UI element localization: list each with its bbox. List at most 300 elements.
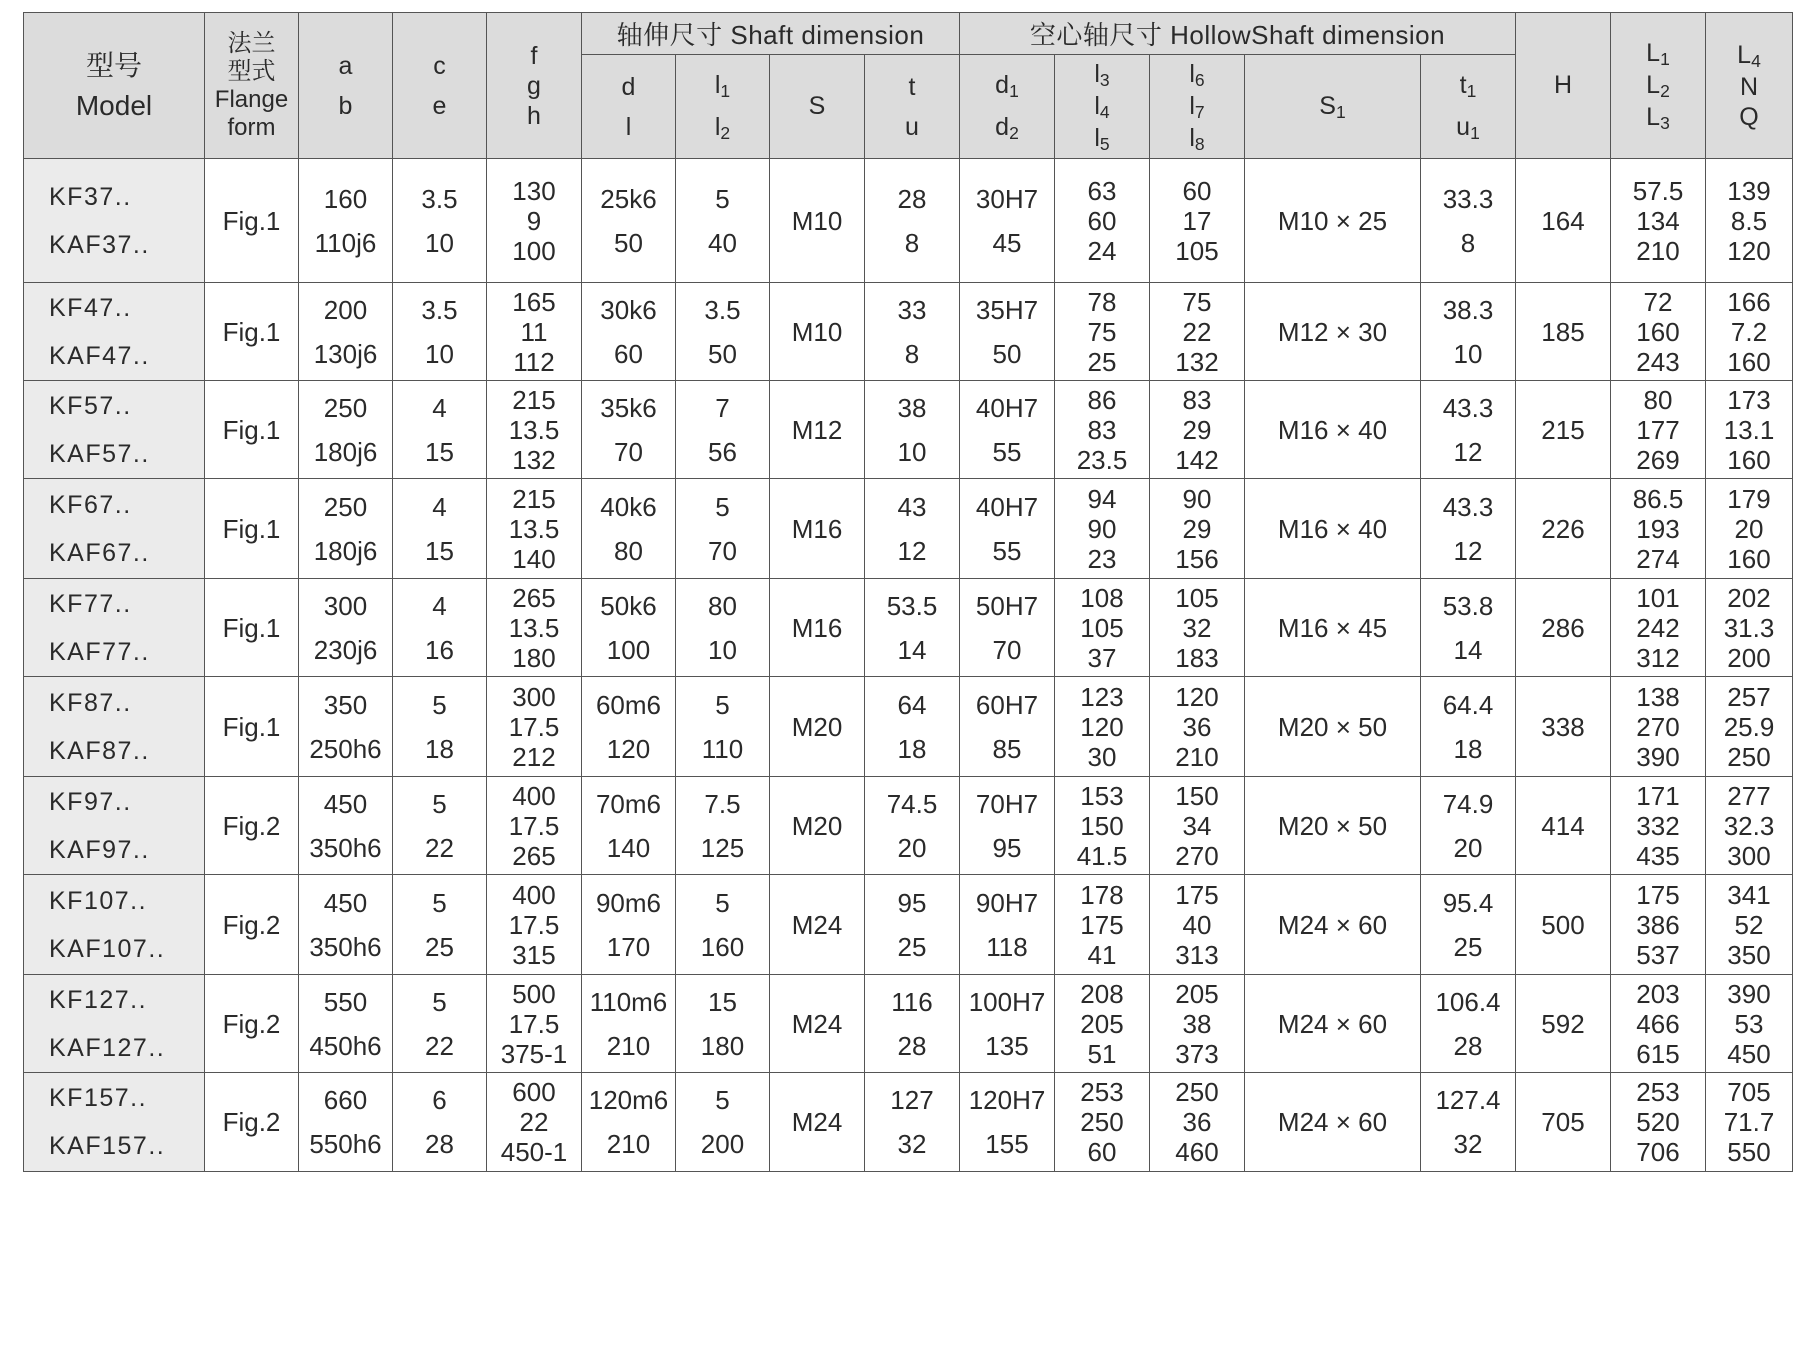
cell-line: 250 bbox=[1727, 741, 1771, 772]
cell-line: 5 bbox=[432, 887, 447, 918]
cell-line: 269 bbox=[1636, 444, 1680, 475]
cell-line: 520 bbox=[1636, 1107, 1680, 1137]
cell-line: 160 bbox=[700, 931, 745, 962]
h-cell: 338 bbox=[1516, 677, 1611, 777]
cell-line: 14 bbox=[1453, 634, 1483, 665]
dimension-table bbox=[23, 12, 1793, 1172]
cell-line: 180 bbox=[512, 642, 556, 673]
L4-N-Q-cell bbox=[1706, 677, 1793, 777]
d-l-cell bbox=[582, 479, 676, 579]
cell-line: 50 bbox=[992, 338, 1022, 369]
h-cell: 164 bbox=[1516, 159, 1611, 283]
cell-line: 90 bbox=[1087, 513, 1117, 544]
s1-cell: M20 × 50 bbox=[1245, 677, 1421, 777]
L4-N-Q-cell bbox=[1706, 381, 1793, 479]
h-cell: 500 bbox=[1516, 875, 1611, 975]
cell-line: KF67.. bbox=[49, 490, 132, 519]
d1-d2-cell bbox=[960, 479, 1055, 579]
cell-line: 108 bbox=[1080, 582, 1124, 613]
cell-line: KAF47.. bbox=[49, 341, 150, 370]
cell-line: 16 bbox=[425, 634, 454, 665]
a-b-cell bbox=[299, 677, 393, 777]
t1-u1-cell bbox=[1421, 479, 1516, 579]
cell-line: 265 bbox=[512, 840, 556, 871]
cell-line: KF47.. bbox=[49, 293, 132, 322]
cell-line: 350 bbox=[323, 689, 368, 720]
cell-line: 30 bbox=[1087, 741, 1117, 772]
cell-line: 132 bbox=[1175, 346, 1219, 377]
cell-line: 37 bbox=[1087, 642, 1117, 673]
t1-u1-cell bbox=[1421, 777, 1516, 875]
cell-line: KAF37.. bbox=[49, 230, 150, 259]
cell-line: KF97.. bbox=[49, 787, 132, 816]
cell-line: 36 bbox=[1182, 1107, 1212, 1137]
cell-line: 15 bbox=[708, 986, 737, 1017]
cell-line: 100 bbox=[512, 235, 556, 266]
cell-line: 50 bbox=[708, 338, 737, 369]
cell-line: 50k6 bbox=[600, 590, 657, 621]
cell-line: 130 bbox=[512, 175, 556, 206]
cell-line: 180j6 bbox=[313, 535, 378, 566]
cell-line: 250 bbox=[323, 491, 368, 522]
l6-l7-l8-cell bbox=[1150, 677, 1245, 777]
cell-line: 5 bbox=[432, 986, 447, 1017]
cell-line: 193 bbox=[1636, 513, 1680, 544]
model-cell bbox=[24, 283, 205, 381]
l3-l4-l5-cell bbox=[1055, 975, 1150, 1073]
cell-line: 14 bbox=[897, 634, 927, 665]
cell-line: 312 bbox=[1636, 642, 1680, 673]
d-l-cell bbox=[582, 975, 676, 1073]
L4-N-Q-cell bbox=[1706, 479, 1793, 579]
cell-line: 250 bbox=[1080, 1107, 1124, 1137]
cell-line: 80 bbox=[708, 590, 737, 621]
cell-line: 105 bbox=[1175, 582, 1219, 613]
cell-line: 250 bbox=[1175, 1077, 1219, 1107]
f-g-h-cell bbox=[487, 381, 582, 479]
header-shaft-dimension: 轴伸尺寸 Shaft dimension bbox=[582, 13, 960, 55]
cell-line: 63 bbox=[1087, 175, 1117, 206]
header-l6-l7-l8: $l_6$ $l_7$ $l_8$ bbox=[1150, 55, 1245, 159]
s1-cell: M20 × 50 bbox=[1245, 777, 1421, 875]
l6-l7-l8-cell bbox=[1150, 875, 1245, 975]
s-cell: M24 bbox=[770, 975, 865, 1073]
cell-line: 215 bbox=[512, 384, 556, 415]
t1-u1-cell bbox=[1421, 381, 1516, 479]
s-cell: M20 bbox=[770, 677, 865, 777]
cell-line: 100H7 bbox=[968, 986, 1046, 1017]
cell-line: 341 bbox=[1727, 879, 1771, 910]
cell-line: 36 bbox=[1182, 711, 1212, 742]
cell-line: KF87.. bbox=[49, 688, 132, 717]
L1-L2-L3-cell bbox=[1611, 479, 1706, 579]
table-row bbox=[24, 479, 1793, 579]
d1-d2-cell bbox=[960, 777, 1055, 875]
s1-cell: M24 × 60 bbox=[1245, 875, 1421, 975]
cell-line: 205 bbox=[1080, 1008, 1124, 1039]
cell-line: 41.5 bbox=[1076, 840, 1128, 871]
t1-u1-cell bbox=[1421, 159, 1516, 283]
cell-line: 70m6 bbox=[595, 788, 662, 819]
cell-line: 64.4 bbox=[1442, 689, 1494, 720]
cell-line: 134 bbox=[1636, 205, 1680, 236]
cell-line: 64 bbox=[897, 689, 927, 720]
header-l1-l2: $l_1$ $l_2$ bbox=[676, 55, 770, 159]
cell-line: 38.3 bbox=[1442, 294, 1494, 325]
cell-line: 32 bbox=[1453, 1129, 1483, 1159]
cell-line: 3.5 bbox=[421, 183, 458, 214]
cell-line: 5 bbox=[715, 183, 730, 214]
cell-line: 132 bbox=[512, 444, 556, 475]
cell-line: 83 bbox=[1182, 384, 1212, 415]
cell-line: 200 bbox=[700, 1129, 745, 1159]
cell-line: 4 bbox=[432, 491, 447, 522]
cell-line: 105 bbox=[1080, 612, 1124, 643]
cell-line: 138 bbox=[1636, 681, 1680, 712]
s1-cell: M24 × 60 bbox=[1245, 975, 1421, 1073]
cell-line: 375-1 bbox=[500, 1038, 568, 1069]
cell-line: 450h6 bbox=[309, 1030, 382, 1061]
cell-line: 6 bbox=[432, 1085, 447, 1115]
t-u-cell bbox=[865, 975, 960, 1073]
cell-line: 150 bbox=[1175, 780, 1219, 811]
cell-line: 34 bbox=[1182, 810, 1212, 841]
cell-line: 183 bbox=[1175, 642, 1219, 673]
cell-line: 7.2 bbox=[1730, 316, 1768, 347]
s1-cell: M16 × 45 bbox=[1245, 579, 1421, 677]
t-u-cell bbox=[865, 283, 960, 381]
cell-line: 43 bbox=[897, 491, 927, 522]
cell-line: 350 bbox=[1727, 939, 1771, 970]
cell-line: 160 bbox=[1727, 346, 1771, 377]
cell-line: 70 bbox=[614, 436, 643, 467]
cell-line: 12 bbox=[1453, 436, 1483, 467]
a-b-cell bbox=[299, 579, 393, 677]
table-body bbox=[24, 159, 1793, 1172]
cell-line: 550 bbox=[1727, 1137, 1771, 1167]
cell-line: 12 bbox=[897, 535, 927, 566]
cell-line: 20 bbox=[1453, 832, 1483, 863]
t-u-cell bbox=[865, 159, 960, 283]
flange-form-cell: Fig.2 bbox=[205, 875, 299, 975]
cell-line: 450-1 bbox=[500, 1137, 568, 1167]
cell-line: 17.5 bbox=[508, 711, 560, 742]
c-e-cell bbox=[393, 479, 487, 579]
h-cell: 286 bbox=[1516, 579, 1611, 677]
cell-line: 29 bbox=[1182, 513, 1212, 544]
L1-L2-L3-cell bbox=[1611, 777, 1706, 875]
l6-l7-l8-cell bbox=[1150, 381, 1245, 479]
cell-line: 25k6 bbox=[600, 183, 657, 214]
c-e-cell bbox=[393, 1073, 487, 1172]
cell-line: 70 bbox=[992, 634, 1022, 665]
cell-line: 210 bbox=[606, 1030, 651, 1061]
s-cell: M20 bbox=[770, 777, 865, 875]
cell-line: 250 bbox=[323, 392, 368, 423]
cell-line: 20 bbox=[1734, 513, 1764, 544]
model-cell bbox=[24, 1073, 205, 1172]
cell-line: 28 bbox=[897, 183, 927, 214]
cell-line: KF107.. bbox=[49, 886, 148, 915]
cell-line: 22 bbox=[519, 1107, 549, 1137]
l1-l2-cell bbox=[676, 159, 770, 283]
cell-line: 12 bbox=[1453, 535, 1483, 566]
cell-line: 177 bbox=[1636, 414, 1680, 445]
cell-line: 22 bbox=[425, 832, 454, 863]
L4-N-Q-cell bbox=[1706, 975, 1793, 1073]
d1-d2-cell bbox=[960, 975, 1055, 1073]
cell-line: 450 bbox=[323, 887, 368, 918]
cell-line: 200 bbox=[1727, 642, 1771, 673]
cell-line: 80 bbox=[614, 535, 643, 566]
table-row bbox=[24, 159, 1793, 283]
s-cell: M16 bbox=[770, 479, 865, 579]
cell-line: 18 bbox=[425, 733, 454, 764]
cell-line: 40k6 bbox=[600, 491, 657, 522]
flange-form-cell: Fig.1 bbox=[205, 159, 299, 283]
cell-line: 53 bbox=[1734, 1008, 1764, 1039]
cell-line: 350h6 bbox=[309, 931, 382, 962]
s-cell: M24 bbox=[770, 875, 865, 975]
header-d1-d2: $d_1$ $d_2$ bbox=[960, 55, 1055, 159]
cell-line: 75 bbox=[1182, 286, 1212, 317]
cell-line: 160 bbox=[1727, 444, 1771, 475]
cell-line: 155 bbox=[985, 1129, 1029, 1159]
cell-line: 265 bbox=[512, 582, 556, 613]
cell-line: 7 bbox=[715, 392, 730, 423]
t-u-cell bbox=[865, 381, 960, 479]
table-row bbox=[24, 579, 1793, 677]
cell-line: 253 bbox=[1636, 1077, 1680, 1107]
cell-line: 160 bbox=[1636, 316, 1680, 347]
t-u-cell bbox=[865, 777, 960, 875]
d1-d2-cell bbox=[960, 875, 1055, 975]
flange-form-cell: Fig.2 bbox=[205, 1073, 299, 1172]
cell-line: 615 bbox=[1636, 1038, 1680, 1069]
d-l-cell bbox=[582, 875, 676, 975]
f-g-h-cell bbox=[487, 875, 582, 975]
cell-line: 110m6 bbox=[589, 986, 668, 1017]
cell-line: 8 bbox=[1460, 227, 1476, 258]
cell-line: 706 bbox=[1636, 1137, 1680, 1167]
cell-line: 270 bbox=[1175, 840, 1219, 871]
l3-l4-l5-cell bbox=[1055, 1073, 1150, 1172]
cell-line: 274 bbox=[1636, 543, 1680, 574]
cell-line: 15 bbox=[425, 436, 454, 467]
cell-line: 8.5 bbox=[1730, 205, 1768, 236]
header-t-u: t u bbox=[865, 55, 960, 159]
cell-line: 25 bbox=[1087, 346, 1117, 377]
cell-line: 116 bbox=[891, 986, 933, 1017]
cell-line: 11 bbox=[520, 316, 548, 347]
cell-line: 101 bbox=[1636, 582, 1680, 613]
cell-line: 40 bbox=[708, 227, 737, 258]
flange-form-cell: Fig.1 bbox=[205, 381, 299, 479]
d1-d2-cell bbox=[960, 1073, 1055, 1172]
s-cell: M10 bbox=[770, 283, 865, 381]
cell-line: 300 bbox=[1727, 840, 1771, 871]
cell-line: 175 bbox=[1636, 879, 1680, 910]
cell-line: 450 bbox=[323, 788, 368, 819]
cell-line: KF127.. bbox=[49, 985, 148, 1014]
cell-line: 90H7 bbox=[975, 887, 1039, 918]
cell-line: 17 bbox=[1182, 205, 1212, 236]
L1-L2-L3-cell bbox=[1611, 875, 1706, 975]
L4-N-Q-cell bbox=[1706, 159, 1793, 283]
h-cell: 592 bbox=[1516, 975, 1611, 1073]
cell-line: 38 bbox=[897, 392, 927, 423]
h-cell: 705 bbox=[1516, 1073, 1611, 1172]
cell-line: 450 bbox=[1727, 1038, 1771, 1069]
cell-line: 10 bbox=[897, 436, 927, 467]
cell-line: 5 bbox=[715, 491, 730, 522]
cell-line: 56 bbox=[708, 436, 737, 467]
t-u-cell bbox=[865, 479, 960, 579]
d1-d2-cell bbox=[960, 677, 1055, 777]
cell-line: 50 bbox=[614, 227, 643, 258]
f-g-h-cell bbox=[487, 159, 582, 283]
s1-cell: M16 × 40 bbox=[1245, 479, 1421, 579]
cell-line: 202 bbox=[1727, 582, 1771, 613]
t1-u1-cell bbox=[1421, 579, 1516, 677]
cell-line: 86 bbox=[1087, 384, 1117, 415]
cell-line: 120m6 bbox=[588, 1085, 669, 1115]
s-cell: M10 bbox=[770, 159, 865, 283]
cell-line: KF57.. bbox=[49, 391, 132, 420]
cell-line: 22 bbox=[1182, 316, 1212, 347]
cell-line: 120 bbox=[1727, 235, 1771, 266]
l3-l4-l5-cell bbox=[1055, 875, 1150, 975]
cell-line: 205 bbox=[1175, 978, 1219, 1009]
l3-l4-l5-cell bbox=[1055, 283, 1150, 381]
cell-line: KAF157.. bbox=[49, 1132, 166, 1160]
s-cell: M12 bbox=[770, 381, 865, 479]
cell-line: 52 bbox=[1734, 909, 1764, 940]
cell-line: 460 bbox=[1175, 1137, 1219, 1167]
cell-line: 242 bbox=[1636, 612, 1680, 643]
cell-line: 300 bbox=[323, 590, 368, 621]
L1-L2-L3-cell bbox=[1611, 159, 1706, 283]
cell-line: 203 bbox=[1636, 978, 1680, 1009]
cell-line: 178 bbox=[1080, 879, 1124, 910]
cell-line: 13.5 bbox=[508, 414, 560, 445]
cell-line: KAF67.. bbox=[49, 538, 150, 567]
L1-L2-L3-cell bbox=[1611, 283, 1706, 381]
cell-line: 170 bbox=[606, 931, 651, 962]
cell-line: 18 bbox=[1453, 733, 1483, 764]
cell-line: 50H7 bbox=[975, 590, 1039, 621]
cell-line: 277 bbox=[1727, 780, 1771, 811]
cell-line: 32 bbox=[1182, 612, 1212, 643]
cell-line: 20 bbox=[897, 832, 927, 863]
d-l-cell bbox=[582, 677, 676, 777]
cell-line: 95 bbox=[992, 832, 1022, 863]
h-cell: 226 bbox=[1516, 479, 1611, 579]
cell-line: 71.7 bbox=[1723, 1107, 1775, 1137]
a-b-cell bbox=[299, 1073, 393, 1172]
cell-line: 4 bbox=[432, 590, 447, 621]
d1-d2-cell bbox=[960, 159, 1055, 283]
s-cell: M24 bbox=[770, 1073, 865, 1172]
table-row bbox=[24, 875, 1793, 975]
cell-line: KAF57.. bbox=[49, 439, 150, 468]
cell-line: 550 bbox=[323, 986, 368, 1017]
cell-line: 5 bbox=[715, 1085, 730, 1115]
table-row bbox=[24, 677, 1793, 777]
flange-form-cell: Fig.1 bbox=[205, 479, 299, 579]
model-cell bbox=[24, 479, 205, 579]
cell-line: 35H7 bbox=[975, 294, 1039, 325]
flange-form-cell: Fig.2 bbox=[205, 777, 299, 875]
table-row bbox=[24, 1073, 1793, 1172]
cell-line: 90 bbox=[1182, 483, 1212, 514]
l3-l4-l5-cell bbox=[1055, 579, 1150, 677]
cell-line: 74.9 bbox=[1442, 788, 1494, 819]
header-c-e: c e bbox=[393, 13, 487, 159]
f-g-h-cell bbox=[487, 677, 582, 777]
t1-u1-cell bbox=[1421, 1073, 1516, 1172]
cell-line: 210 bbox=[1175, 741, 1219, 772]
cell-line: 60H7 bbox=[975, 689, 1039, 720]
cell-line: 60 bbox=[614, 338, 643, 369]
cell-line: 110j6 bbox=[314, 227, 377, 258]
a-b-cell bbox=[299, 777, 393, 875]
t-u-cell bbox=[865, 677, 960, 777]
cell-line: 30k6 bbox=[600, 294, 657, 325]
cell-line: 386 bbox=[1636, 909, 1680, 940]
cell-line: 135 bbox=[985, 1030, 1029, 1061]
cell-line: 550h6 bbox=[309, 1129, 382, 1159]
cell-line: 118 bbox=[986, 931, 1028, 962]
L1-L2-L3-cell bbox=[1611, 677, 1706, 777]
cell-line: 13.1 bbox=[1723, 414, 1775, 445]
cell-line: 435 bbox=[1636, 840, 1680, 871]
cell-line: 150 bbox=[1080, 810, 1124, 841]
cell-line: 250h6 bbox=[309, 733, 382, 764]
cell-line: 179 bbox=[1727, 483, 1771, 514]
cell-line: KAF97.. bbox=[49, 835, 150, 864]
d-l-cell bbox=[582, 579, 676, 677]
cell-line: 166 bbox=[1727, 286, 1771, 317]
l1-l2-cell bbox=[676, 777, 770, 875]
cell-line: KAF107.. bbox=[49, 934, 166, 963]
cell-line: 8 bbox=[904, 338, 920, 369]
a-b-cell bbox=[299, 381, 393, 479]
cell-line: 243 bbox=[1636, 346, 1680, 377]
t-u-cell bbox=[865, 875, 960, 975]
cell-line: 171 bbox=[1636, 780, 1680, 811]
cell-line: 10 bbox=[425, 227, 454, 258]
table-row bbox=[24, 777, 1793, 875]
cell-line: 29 bbox=[1182, 414, 1212, 445]
L4-N-Q-cell bbox=[1706, 283, 1793, 381]
l3-l4-l5-cell bbox=[1055, 381, 1150, 479]
header-model: 型号 Model bbox=[24, 13, 205, 159]
cell-line: 10 bbox=[425, 338, 454, 369]
cell-line: 5 bbox=[432, 788, 447, 819]
model-cell bbox=[24, 579, 205, 677]
cell-line: 165 bbox=[512, 286, 556, 317]
cell-line: 15 bbox=[425, 535, 454, 566]
cell-line: 55 bbox=[992, 436, 1022, 467]
l6-l7-l8-cell bbox=[1150, 579, 1245, 677]
c-e-cell bbox=[393, 875, 487, 975]
cell-line: 7.5 bbox=[704, 788, 741, 819]
l3-l4-l5-cell bbox=[1055, 479, 1150, 579]
cell-line: 22 bbox=[425, 1030, 454, 1061]
cell-line: 315 bbox=[512, 939, 556, 970]
header-a-b: a b bbox=[299, 13, 393, 159]
